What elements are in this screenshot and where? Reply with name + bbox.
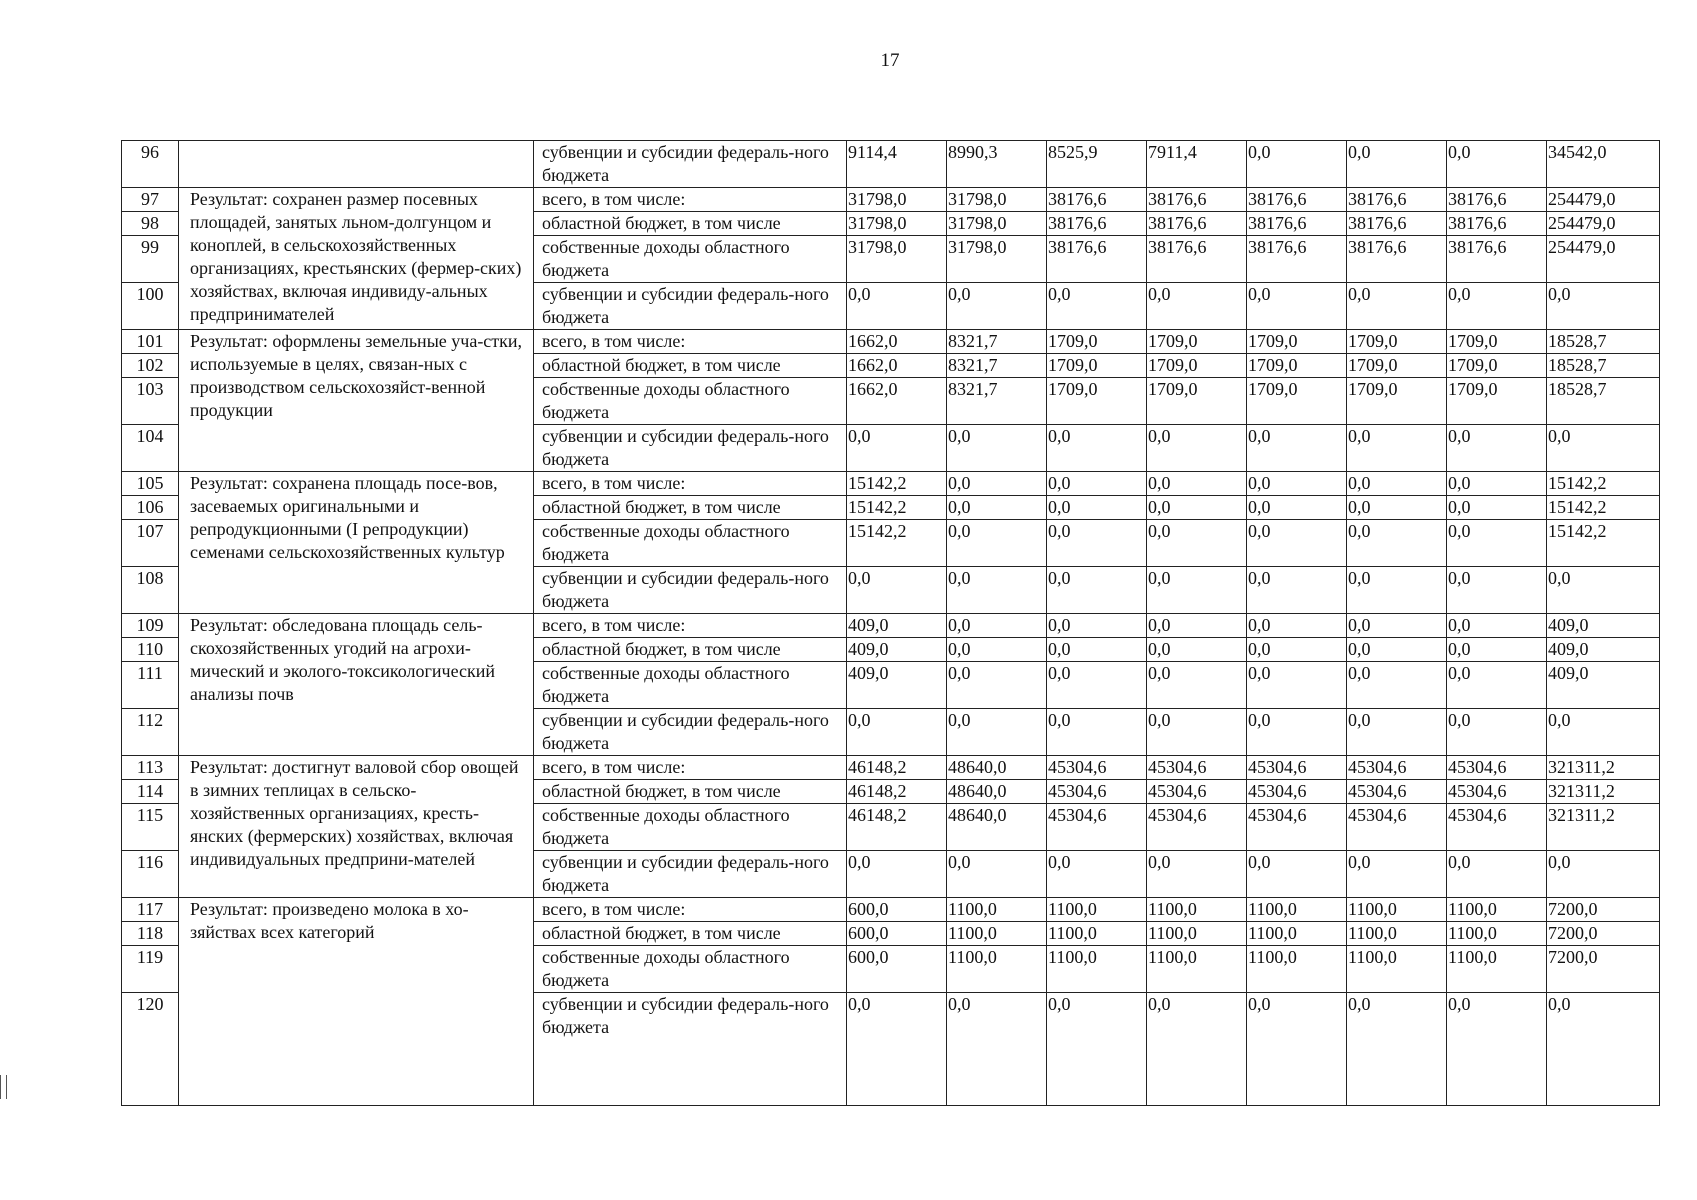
year-value: 0,0 [1347, 520, 1447, 567]
year-value: 0,0 [1147, 662, 1247, 709]
year-value: 0,0 [1047, 638, 1147, 662]
funding-source: всего, в том числе: [534, 472, 847, 496]
row-number: 100 [122, 283, 179, 330]
year-value: 0,0 [1147, 283, 1247, 330]
year-value: 45304,6 [1047, 804, 1147, 851]
row-number: 113 [122, 756, 179, 780]
year-value: 0,0 [1247, 283, 1347, 330]
year-value: 48640,0 [947, 756, 1047, 780]
year-value: 0,0 [1047, 614, 1147, 638]
year-value: 0,0 [1147, 709, 1247, 756]
year-value: 0,0 [947, 662, 1047, 709]
funding-source: собственные доходы областного бюджета [534, 236, 847, 283]
year-value: 0,0 [947, 567, 1047, 614]
total-value: 18528,7 [1547, 354, 1660, 378]
budget-table [121, 140, 1660, 1106]
year-value: 45304,6 [1347, 804, 1447, 851]
scan-edge-mark [0, 1075, 7, 1099]
year-value: 8990,3 [947, 141, 1047, 188]
year-value: 38176,6 [1147, 188, 1247, 212]
total-value: 0,0 [1547, 993, 1660, 1106]
total-value: 15142,2 [1547, 520, 1660, 567]
year-value: 0,0 [1447, 496, 1547, 520]
table-row [122, 898, 1660, 922]
year-value: 31798,0 [847, 236, 947, 283]
year-value: 0,0 [1147, 472, 1247, 496]
year-value: 0,0 [947, 638, 1047, 662]
year-value: 600,0 [847, 946, 947, 993]
row-number: 112 [122, 709, 179, 756]
year-value: 38176,6 [1147, 236, 1247, 283]
year-value: 0,0 [1347, 425, 1447, 472]
year-value: 0,0 [1447, 425, 1547, 472]
row-number: 111 [122, 662, 179, 709]
table-row [122, 472, 1660, 496]
year-value: 0,0 [1147, 638, 1247, 662]
year-value: 48640,0 [947, 780, 1047, 804]
year-value: 38176,6 [1447, 212, 1547, 236]
year-value: 0,0 [847, 425, 947, 472]
year-value: 31798,0 [847, 188, 947, 212]
year-value: 0,0 [847, 283, 947, 330]
row-number: 117 [122, 898, 179, 922]
table-row [122, 614, 1660, 638]
row-number: 119 [122, 946, 179, 993]
funding-source: субвенции и субсидии федераль-ного бюджета [534, 709, 847, 756]
row-number: 105 [122, 472, 179, 496]
year-value: 8321,7 [947, 378, 1047, 425]
year-value: 1100,0 [1047, 946, 1147, 993]
year-value: 38176,6 [1447, 188, 1547, 212]
year-value: 1100,0 [1047, 922, 1147, 946]
year-value: 0,0 [1047, 567, 1147, 614]
year-value: 0,0 [1247, 472, 1347, 496]
funding-source: областной бюджет, в том числе [534, 638, 847, 662]
year-value: 38176,6 [1247, 212, 1347, 236]
year-value: 0,0 [1447, 638, 1547, 662]
year-value: 38176,6 [1247, 188, 1347, 212]
total-value: 409,0 [1547, 662, 1660, 709]
funding-source: собственные доходы областного бюджета [534, 946, 847, 993]
row-number: 110 [122, 638, 179, 662]
year-value: 1100,0 [1347, 946, 1447, 993]
year-value: 9114,4 [847, 141, 947, 188]
year-value: 1709,0 [1447, 354, 1547, 378]
year-value: 0,0 [1347, 614, 1447, 638]
row-number: 98 [122, 212, 179, 236]
year-value: 1709,0 [1447, 378, 1547, 425]
total-value: 321311,2 [1547, 804, 1660, 851]
year-value: 1100,0 [1047, 898, 1147, 922]
row-number: 104 [122, 425, 179, 472]
total-value: 0,0 [1547, 567, 1660, 614]
year-value: 0,0 [1247, 709, 1347, 756]
year-value: 0,0 [1247, 614, 1347, 638]
funding-source: собственные доходы областного бюджета [534, 804, 847, 851]
year-value: 0,0 [947, 425, 1047, 472]
year-value: 1709,0 [1147, 378, 1247, 425]
year-value: 0,0 [1347, 567, 1447, 614]
year-value: 0,0 [1047, 496, 1147, 520]
total-value: 409,0 [1547, 638, 1660, 662]
row-number: 103 [122, 378, 179, 425]
row-number: 99 [122, 236, 179, 283]
year-value: 45304,6 [1247, 780, 1347, 804]
result-description: Результат: обследована площадь сель-скохозяйственных угодий на агрохи-мический и эколого-токсикологический анализы почв [179, 614, 534, 756]
row-number: 101 [122, 330, 179, 354]
row-number: 108 [122, 567, 179, 614]
result-description: Результат: достигнут валовой сбор овощей в зимних теплицах в сельско-хозяйственных организациях, кресть-янских (фермерских) хозяйствах, включая индивидуальных предприни-мателей [179, 756, 534, 898]
year-value: 0,0 [847, 851, 947, 898]
year-value: 8321,7 [947, 330, 1047, 354]
year-value: 46148,2 [847, 804, 947, 851]
year-value: 45304,6 [1347, 780, 1447, 804]
year-value: 0,0 [1347, 283, 1447, 330]
year-value: 1709,0 [1047, 378, 1147, 425]
funding-source: областной бюджет, в том числе [534, 780, 847, 804]
year-value: 45304,6 [1247, 804, 1347, 851]
year-value: 1100,0 [1147, 898, 1247, 922]
year-value: 0,0 [1447, 141, 1547, 188]
year-value: 38176,6 [1447, 236, 1547, 283]
year-value: 0,0 [847, 567, 947, 614]
year-value: 1100,0 [1247, 946, 1347, 993]
year-value: 0,0 [947, 496, 1047, 520]
funding-source: субвенции и субсидии федераль-ного бюджета [534, 283, 847, 330]
total-value: 254479,0 [1547, 236, 1660, 283]
year-value: 45304,6 [1147, 804, 1247, 851]
year-value: 1709,0 [1447, 330, 1547, 354]
year-value: 0,0 [1247, 993, 1347, 1106]
year-value: 0,0 [947, 709, 1047, 756]
year-value: 38176,6 [1347, 236, 1447, 283]
total-value: 34542,0 [1547, 141, 1660, 188]
total-value: 7200,0 [1547, 946, 1660, 993]
result-cell-empty [179, 141, 534, 188]
total-value: 18528,7 [1547, 378, 1660, 425]
total-value: 7200,0 [1547, 898, 1660, 922]
funding-source: собственные доходы областного бюджета [534, 520, 847, 567]
row-number: 115 [122, 804, 179, 851]
year-value: 0,0 [1147, 851, 1247, 898]
year-value: 0,0 [1247, 141, 1347, 188]
year-value: 0,0 [947, 520, 1047, 567]
funding-source: областной бюджет, в том числе [534, 354, 847, 378]
year-value: 0,0 [1247, 851, 1347, 898]
year-value: 31798,0 [847, 212, 947, 236]
row-number: 97 [122, 188, 179, 212]
year-value: 46148,2 [847, 756, 947, 780]
year-value: 0,0 [1047, 709, 1147, 756]
year-value: 0,0 [847, 993, 947, 1106]
year-value: 0,0 [1147, 520, 1247, 567]
year-value: 0,0 [1147, 496, 1247, 520]
year-value: 1100,0 [1447, 898, 1547, 922]
table-row [122, 756, 1660, 780]
row-number: 107 [122, 520, 179, 567]
total-value: 15142,2 [1547, 472, 1660, 496]
year-value: 0,0 [1247, 496, 1347, 520]
year-value: 31798,0 [947, 188, 1047, 212]
year-value: 0,0 [1347, 638, 1447, 662]
year-value: 45304,6 [1347, 756, 1447, 780]
funding-source: всего, в том числе: [534, 188, 847, 212]
year-value: 1709,0 [1047, 330, 1147, 354]
year-value: 0,0 [1347, 993, 1447, 1106]
year-value: 1100,0 [1347, 898, 1447, 922]
total-value: 0,0 [1547, 425, 1660, 472]
row-number: 109 [122, 614, 179, 638]
year-value: 0,0 [1447, 993, 1547, 1106]
year-value: 38176,6 [1047, 188, 1147, 212]
year-value: 45304,6 [1147, 780, 1247, 804]
year-value: 1709,0 [1247, 378, 1347, 425]
year-value: 45304,6 [1447, 780, 1547, 804]
year-value: 1100,0 [1247, 922, 1347, 946]
year-value: 0,0 [1347, 851, 1447, 898]
year-value: 1100,0 [1247, 898, 1347, 922]
year-value: 15142,2 [847, 472, 947, 496]
total-value: 321311,2 [1547, 780, 1660, 804]
total-value: 254479,0 [1547, 188, 1660, 212]
year-value: 0,0 [1447, 520, 1547, 567]
year-value: 0,0 [1047, 993, 1147, 1106]
row-number: 102 [122, 354, 179, 378]
year-value: 409,0 [847, 614, 947, 638]
row-number: 120 [122, 993, 179, 1106]
total-value: 409,0 [1547, 614, 1660, 638]
year-value: 1709,0 [1347, 354, 1447, 378]
year-value: 0,0 [1047, 851, 1147, 898]
year-value: 1709,0 [1247, 330, 1347, 354]
year-value: 600,0 [847, 898, 947, 922]
year-value: 1662,0 [847, 330, 947, 354]
total-value: 0,0 [1547, 283, 1660, 330]
funding-source: субвенции и субсидии федераль-ного бюджета [534, 993, 847, 1106]
year-value: 31798,0 [947, 236, 1047, 283]
year-value: 1100,0 [1447, 922, 1547, 946]
year-value: 0,0 [1247, 662, 1347, 709]
year-value: 0,0 [1447, 851, 1547, 898]
year-value: 0,0 [1247, 567, 1347, 614]
funding-source: субвенции и субсидии федераль-ного бюджета [534, 425, 847, 472]
year-value: 600,0 [847, 922, 947, 946]
year-value: 1709,0 [1147, 354, 1247, 378]
year-value: 8321,7 [947, 354, 1047, 378]
year-value: 0,0 [1447, 709, 1547, 756]
funding-source: собственные доходы областного бюджета [534, 662, 847, 709]
year-value: 0,0 [1047, 425, 1147, 472]
year-value: 38176,6 [1047, 236, 1147, 283]
year-value: 1100,0 [947, 898, 1047, 922]
total-value: 0,0 [1547, 851, 1660, 898]
total-value: 7200,0 [1547, 922, 1660, 946]
total-value: 15142,2 [1547, 496, 1660, 520]
year-value: 0,0 [1247, 520, 1347, 567]
year-value: 409,0 [847, 662, 947, 709]
year-value: 409,0 [847, 638, 947, 662]
year-value: 46148,2 [847, 780, 947, 804]
row-number: 114 [122, 780, 179, 804]
year-value: 1100,0 [1347, 922, 1447, 946]
year-value: 0,0 [1247, 425, 1347, 472]
year-value: 1100,0 [947, 922, 1047, 946]
year-value: 0,0 [1347, 472, 1447, 496]
year-value: 0,0 [947, 851, 1047, 898]
year-value: 1709,0 [1347, 330, 1447, 354]
year-value: 1709,0 [1247, 354, 1347, 378]
year-value: 0,0 [1347, 709, 1447, 756]
year-value: 15142,2 [847, 496, 947, 520]
year-value: 8525,9 [1047, 141, 1147, 188]
table-row [122, 141, 1660, 188]
year-value: 0,0 [1047, 520, 1147, 567]
total-value: 321311,2 [1547, 756, 1660, 780]
year-value: 0,0 [1147, 425, 1247, 472]
year-value: 0,0 [947, 993, 1047, 1106]
funding-source: субвенции и субсидии федераль-ного бюджета [534, 567, 847, 614]
funding-source: собственные доходы областного бюджета [534, 378, 847, 425]
year-value: 38176,6 [1247, 236, 1347, 283]
year-value: 0,0 [847, 709, 947, 756]
table-row [122, 188, 1660, 212]
year-value: 1100,0 [947, 946, 1047, 993]
year-value: 0,0 [947, 472, 1047, 496]
year-value: 0,0 [1047, 283, 1147, 330]
year-value: 45304,6 [1047, 780, 1147, 804]
year-value: 0,0 [1047, 472, 1147, 496]
total-value: 18528,7 [1547, 330, 1660, 354]
funding-source: областной бюджет, в том числе [534, 212, 847, 236]
year-value: 1100,0 [1147, 922, 1247, 946]
row-number: 106 [122, 496, 179, 520]
table-body [122, 141, 1660, 1106]
result-description: Результат: сохранен размер посевных площадей, занятых льном-долгунцом и коноплей, в сельскохозяйственных организациях, крестьянских (фермер-ских) хозяйствах, включая индивиду-альных предпринимателей [179, 188, 534, 330]
result-description: Результат: оформлены земельные уча-стки, используемые в целях, связан-ных с производством сельскохозяйст-венной продукции [179, 330, 534, 472]
funding-source: всего, в том числе: [534, 330, 847, 354]
funding-source: всего, в том числе: [534, 898, 847, 922]
table-row [122, 330, 1660, 354]
year-value: 0,0 [1447, 614, 1547, 638]
total-value: 254479,0 [1547, 212, 1660, 236]
year-value: 0,0 [1347, 141, 1447, 188]
year-value: 38176,6 [1347, 212, 1447, 236]
year-value: 1709,0 [1347, 378, 1447, 425]
row-number: 96 [122, 141, 179, 188]
year-value: 0,0 [1147, 567, 1247, 614]
year-value: 0,0 [1047, 662, 1147, 709]
year-value: 45304,6 [1447, 756, 1547, 780]
year-value: 38176,6 [1047, 212, 1147, 236]
year-value: 1709,0 [1147, 330, 1247, 354]
year-value: 0,0 [1447, 567, 1547, 614]
year-value: 0,0 [1447, 472, 1547, 496]
year-value: 0,0 [1247, 638, 1347, 662]
year-value: 45304,6 [1447, 804, 1547, 851]
year-value: 45304,6 [1247, 756, 1347, 780]
year-value: 45304,6 [1147, 756, 1247, 780]
total-value: 0,0 [1547, 709, 1660, 756]
year-value: 45304,6 [1047, 756, 1147, 780]
page-number: 17 [880, 50, 900, 71]
result-description: Результат: сохранена площадь посе-вов, засеваемых оригинальными и репродукционными (I репродукции) семенами сельскохозяйственных культур [179, 472, 534, 614]
row-number: 116 [122, 851, 179, 898]
year-value: 0,0 [947, 614, 1047, 638]
year-value: 0,0 [947, 283, 1047, 330]
year-value: 38176,6 [1347, 188, 1447, 212]
funding-source: всего, в том числе: [534, 614, 847, 638]
year-value: 1662,0 [847, 378, 947, 425]
funding-source: областной бюджет, в том числе [534, 496, 847, 520]
year-value: 0,0 [1147, 614, 1247, 638]
year-value: 1100,0 [1147, 946, 1247, 993]
year-value: 0,0 [1347, 496, 1447, 520]
year-value: 1662,0 [847, 354, 947, 378]
year-value: 1100,0 [1447, 946, 1547, 993]
year-value: 1709,0 [1047, 354, 1147, 378]
year-value: 0,0 [1447, 662, 1547, 709]
result-description: Результат: произведено молока в хо-зяйствах всех категорий [179, 898, 534, 1106]
year-value: 48640,0 [947, 804, 1047, 851]
funding-source: субвенции и субсидии федераль-ного бюджета [534, 851, 847, 898]
year-value: 0,0 [1147, 993, 1247, 1106]
row-number: 118 [122, 922, 179, 946]
funding-source: субвенции и субсидии федераль-ного бюджета [534, 141, 847, 188]
year-value: 0,0 [1447, 283, 1547, 330]
year-value: 31798,0 [947, 212, 1047, 236]
year-value: 15142,2 [847, 520, 947, 567]
year-value: 7911,4 [1147, 141, 1247, 188]
year-value: 38176,6 [1147, 212, 1247, 236]
funding-source: областной бюджет, в том числе [534, 922, 847, 946]
funding-source: всего, в том числе: [534, 756, 847, 780]
year-value: 0,0 [1347, 662, 1447, 709]
